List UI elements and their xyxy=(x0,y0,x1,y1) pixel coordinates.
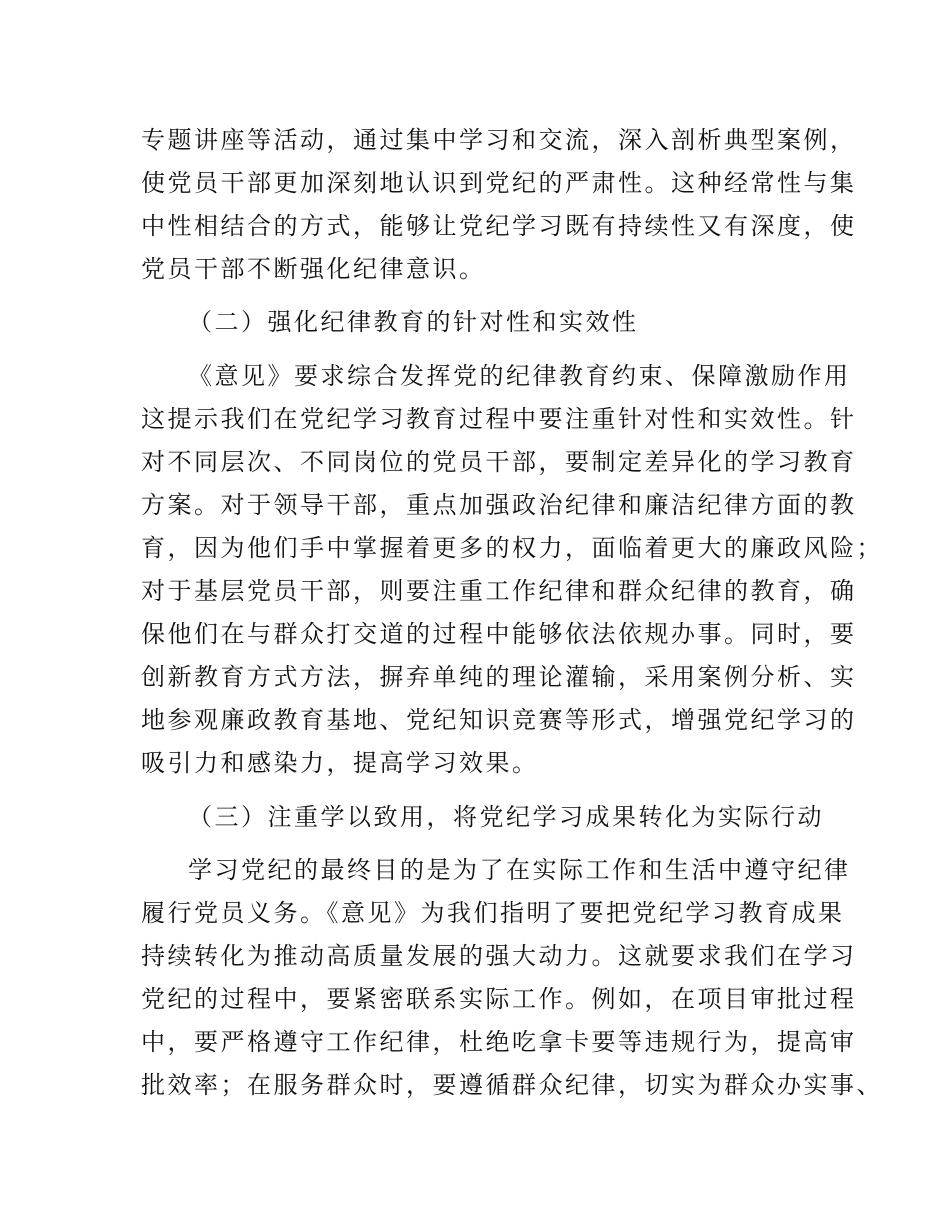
paragraph-2-line-10: 吸引力和感染力，提高学习效果。 xyxy=(141,749,539,777)
paragraph-2-line-7: 保他们在与群众打交道的过程中能够依法依规办事。同时，要 xyxy=(141,620,857,648)
paragraph-3-line-1: 学习党纪的最终目的是为了在实际工作和生活中遵守纪律 xyxy=(188,856,851,884)
paragraph-3-line-6: 批效率；在服务群众时，要遵循群众纪律，切实为群众办实事、 xyxy=(141,1071,883,1099)
paragraph-3-line-5: 中，要严格遵守工作纪律，杜绝吃拿卡要等违规行为，提高审 xyxy=(141,1028,857,1056)
paragraph-1-line-1: 专题讲座等活动，通过集中学习和交流，深入剖析典型案例， xyxy=(141,126,857,154)
paragraph-2-line-5: 育，因为他们手中掌握着更多的权力，面临着更大的廉政风险； xyxy=(141,534,883,562)
paragraph-2-line-9: 地参观廉政教育基地、党纪知识竞赛等形式，增强党纪学习的 xyxy=(141,706,857,734)
paragraph-3-line-4: 党纪的过程中，要紧密联系实际工作。例如，在项目审批过程 xyxy=(141,985,857,1013)
paragraph-1-line-4: 党员干部不断强化纪律意识。 xyxy=(141,255,486,283)
paragraph-2-line-2: 这提示我们在党纪学习教育过程中要注重针对性和实效性。针 xyxy=(141,405,857,433)
paragraph-2-line-8: 创新教育方式方法，摒弃单纯的理论灌输，采用案例分析、实 xyxy=(141,663,857,691)
paragraph-2-line-4: 方案。对于领导干部，重点加强政治纪律和廉洁纪律方面的教 xyxy=(141,491,857,519)
paragraph-2-line-1: 《意见》要求综合发挥党的纪律教育约束、保障激励作用 xyxy=(188,362,851,390)
paragraph-3-line-3: 持续转化为推动高质量发展的强大动力。这就要求我们在学习 xyxy=(141,942,857,970)
section-heading-2: （二）强化纪律教育的针对性和实效性 xyxy=(188,308,639,336)
paragraph-1-line-2: 使党员干部更加深刻地认识到党纪的严肃性。这种经常性与集 xyxy=(141,169,857,197)
paragraph-2-line-3: 对不同层次、不同岗位的党员干部，要制定差异化的学习教育 xyxy=(141,448,857,476)
paragraph-2-line-6: 对于基层党员干部，则要注重工作纪律和群众纪律的教育，确 xyxy=(141,577,857,605)
paragraph-3-line-2: 履行党员义务。《意见》为我们指明了要把党纪学习教育成果 xyxy=(141,899,845,927)
section-heading-3: （三）注重学以致用，将党纪学习成果转化为实际行动 xyxy=(188,803,824,831)
paragraph-1-line-3: 中性相结合的方式，能够让党纪学习既有持续性又有深度，使 xyxy=(141,212,857,240)
